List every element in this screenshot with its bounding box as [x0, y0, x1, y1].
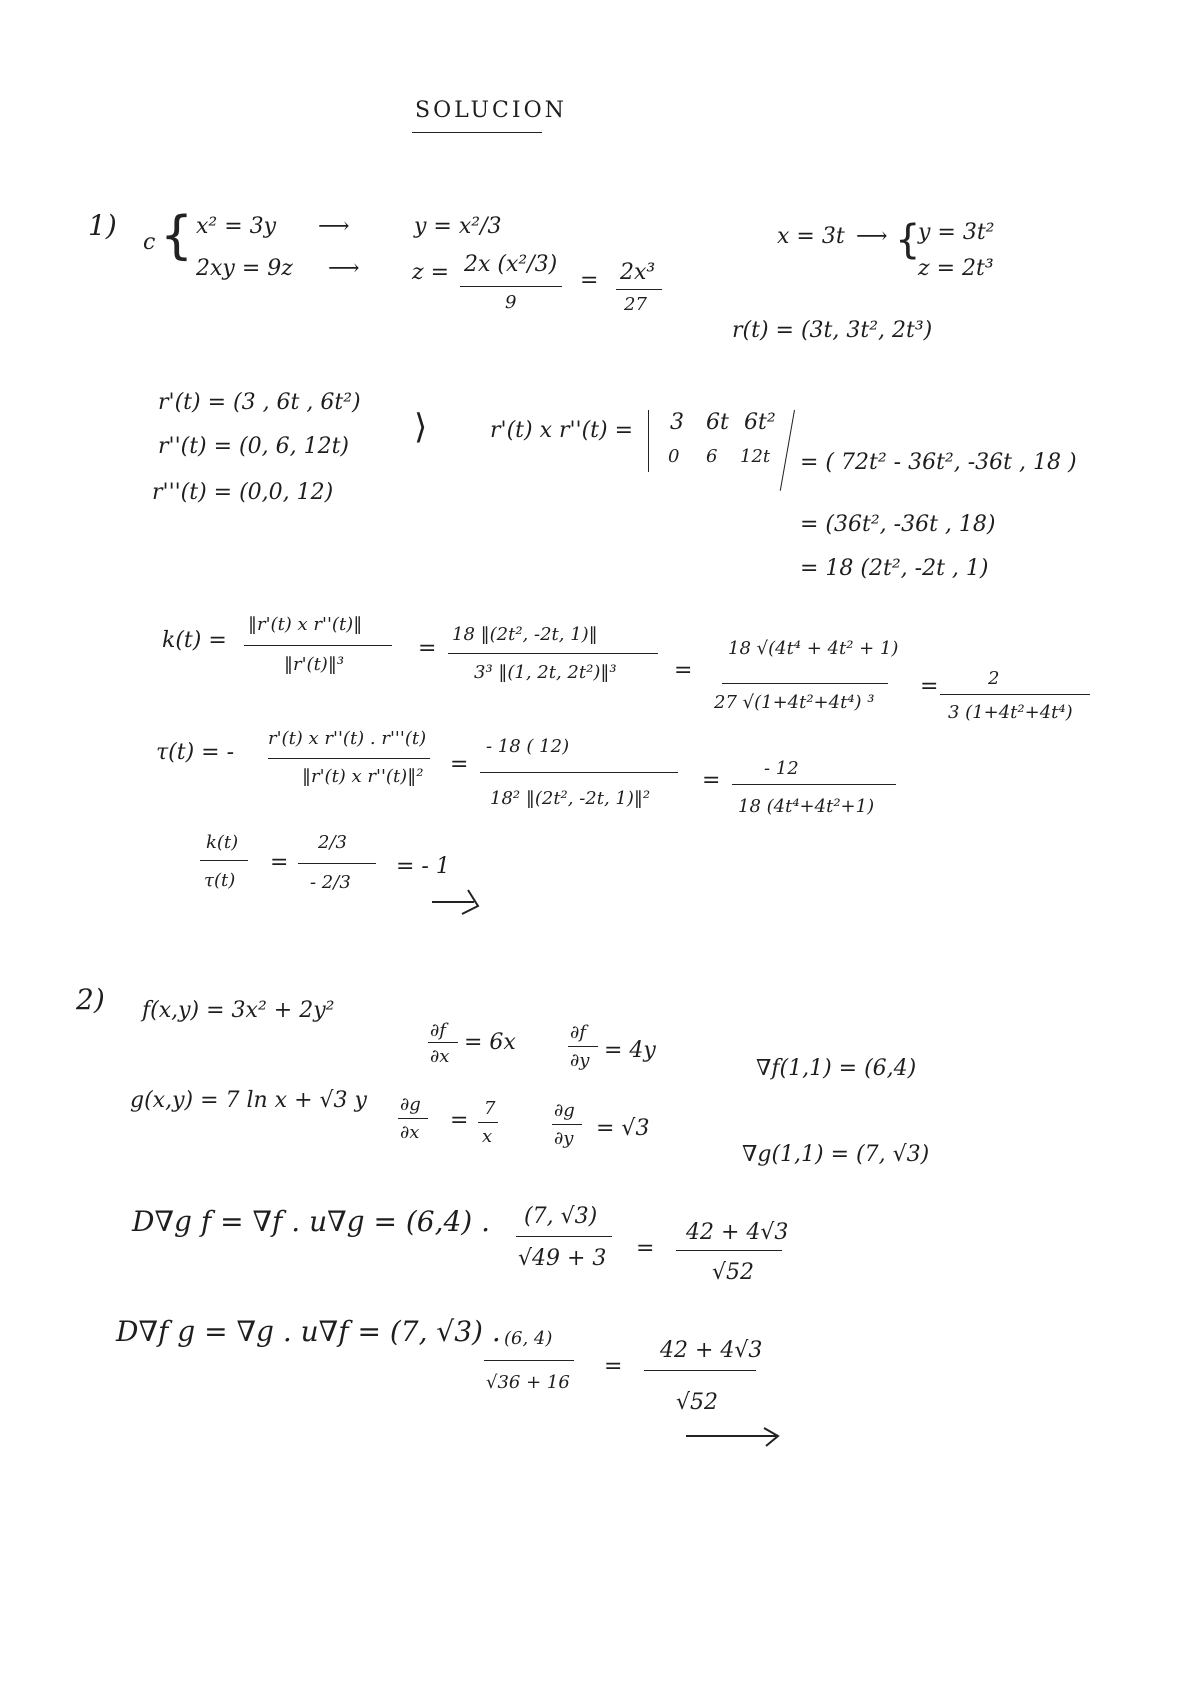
curvature-f1-den: ‖r'(t)‖³: [284, 654, 345, 675]
arrow-1: ⟶: [318, 214, 350, 239]
matrix-1-1: 3: [670, 410, 684, 435]
matrix-2-1: 0: [668, 446, 680, 467]
directional-derivative-2-lhs: D∇f g = ∇g . u∇f = (7, √3) .: [116, 1315, 501, 1348]
curvature-f2-den: 3³ ‖(1, 2t, 2t²)‖³: [474, 662, 617, 683]
curvature-eq-3: =: [920, 674, 939, 699]
matrix-2-2: 6: [706, 446, 718, 467]
z-fraction-den: 9: [505, 292, 517, 313]
first-derivative: r'(t) = (3 , 6t , 6t²): [158, 390, 361, 415]
dd2-den: √36 + 16: [486, 1372, 570, 1393]
derivatives-group-angle: ⟩: [414, 407, 428, 447]
second-derivative: r''(t) = (0, 6, 12t): [158, 434, 350, 459]
dd2-num: (6, 4): [504, 1328, 553, 1349]
cross-product-label: r'(t) x r''(t) =: [490, 418, 634, 443]
z-lhs: z =: [412, 260, 450, 285]
dd1-den: √49 + 3: [518, 1246, 607, 1271]
curvature-f1-num: ‖r'(t) x r''(t)‖: [248, 614, 363, 635]
dd1-result-den: √52: [712, 1260, 755, 1285]
ratio-den2: - 2/3: [310, 872, 351, 893]
param-arrow: ⟶: [856, 224, 888, 249]
dfdy-num: ∂f: [570, 1022, 586, 1043]
dd1-num: (7, √3): [524, 1204, 598, 1229]
curvature-eq-2: =: [674, 658, 693, 683]
ratio-den: τ(t): [204, 870, 236, 891]
cross-product-result-2: = (36t², -36t , 18): [800, 512, 996, 537]
function-g: g(x,y) = 7 ln x + √3 y: [130, 1088, 367, 1113]
dgdx-den: ∂x: [400, 1122, 420, 1143]
third-derivative: r'''(t) = (0,0, 12): [152, 480, 334, 505]
torsion-eq-1: =: [450, 752, 469, 777]
dfdx-den: ∂x: [430, 1046, 450, 1067]
gradient-g: ∇g(1,1) = (7, √3): [742, 1142, 930, 1167]
ratio-result: = - 1: [396, 854, 450, 879]
torsion-f1-num: r'(t) x r''(t) . r'''(t): [268, 728, 427, 749]
param-x: x = 3t: [777, 224, 845, 249]
dfdy-den: ∂y: [570, 1050, 590, 1071]
torsion-f1-den: ‖r'(t) x r''(t)‖²: [302, 766, 424, 787]
curve-parametrization: r(t) = (3t, 3t², 2t³): [732, 318, 933, 343]
torsion-label: τ(t) = -: [156, 740, 235, 765]
directional-derivative-1-lhs: D∇g f = ∇f . u∇g = (6,4) .: [132, 1205, 491, 1238]
system-brace: {: [160, 206, 194, 266]
dd2-result-den: √52: [676, 1390, 719, 1415]
z-fraction2-num: 2x³: [620, 260, 656, 285]
torsion-f3-den: 18 (4t⁴+4t²+1): [738, 796, 875, 817]
ratio-num2: 2/3: [318, 832, 347, 853]
cross-product-result-1: = ( 72t² - 36t², -36t , 18 ): [800, 450, 1077, 475]
param-y: y = 3t²: [918, 220, 995, 245]
curvature-f4-den: 3 (1+4t²+4t⁴): [948, 702, 1073, 723]
dgdx-val-num: 7: [484, 1098, 496, 1119]
dgdy-val: = √3: [596, 1116, 650, 1141]
param-brace: {: [895, 217, 921, 263]
param-z: z = 2t³: [918, 256, 994, 281]
matrix-1-2: 6t: [706, 410, 729, 435]
system-eq-1: x² = 3y: [196, 214, 277, 239]
cross-product-result-3: = 18 (2t², -2t , 1): [800, 556, 989, 581]
gradient-f: ∇f(1,1) = (6,4): [756, 1056, 917, 1081]
dgdy-den: ∂y: [554, 1128, 574, 1149]
dd1-eq: =: [636, 1236, 655, 1261]
dfdx-num: ∂f: [430, 1020, 446, 1041]
torsion-f3-num: - 12: [764, 758, 799, 779]
answer-1-underline-arrow: [432, 890, 478, 914]
z-fraction2-den: 27: [624, 294, 647, 315]
problem-1-number: 1): [88, 209, 117, 242]
curvature-f3-num: 18 √(4t⁴ + 4t² + 1): [728, 638, 899, 659]
torsion-f2-den: 18² ‖(2t², -2t, 1)‖²: [490, 788, 651, 809]
problem-2-number: 2): [76, 983, 105, 1016]
matrix-2-3: 12t: [740, 446, 771, 467]
dd2-eq: =: [604, 1354, 623, 1379]
torsion-eq-2: =: [702, 768, 721, 793]
system-eq-2: 2xy = 9z: [196, 256, 293, 281]
dfdx-val: = 6x: [464, 1030, 516, 1055]
z-equals: =: [580, 268, 599, 293]
curve-label: c: [143, 230, 156, 255]
answer-2-underline-arrow: [686, 1428, 778, 1446]
page-title: SOLUCION: [415, 98, 567, 123]
curvature-f4-num: 2: [988, 668, 1000, 689]
dgdx-eq: =: [450, 1108, 469, 1133]
arrow-2: ⟶: [328, 256, 360, 281]
dd2-result-num: 42 + 4√3: [660, 1338, 763, 1363]
curvature-label: k(t) =: [162, 628, 227, 653]
ratio-eq: =: [270, 850, 289, 875]
ratio-num: k(t): [206, 832, 239, 853]
curvature-f3-den: 27 √(1+4t²+4t⁴) ³: [714, 692, 875, 713]
matrix-1-3: 6t²: [744, 410, 776, 435]
z-fraction-num: 2x (x²/3): [464, 252, 558, 277]
dd1-result-num: 42 + 4√3: [686, 1220, 789, 1245]
y-definition: y = x²/3: [414, 214, 502, 239]
dgdx-val-den: x: [482, 1126, 493, 1147]
curvature-eq-1: =: [418, 636, 437, 661]
dgdy-num: ∂g: [554, 1100, 575, 1121]
torsion-f2-num: - 18 ( 12): [486, 736, 570, 757]
dfdy-val: = 4y: [604, 1038, 656, 1063]
curvature-f2-num: 18 ‖(2t², -2t, 1)‖: [452, 624, 598, 645]
function-f: f(x,y) = 3x² + 2y²: [142, 998, 335, 1023]
dgdx-num: ∂g: [400, 1094, 421, 1115]
